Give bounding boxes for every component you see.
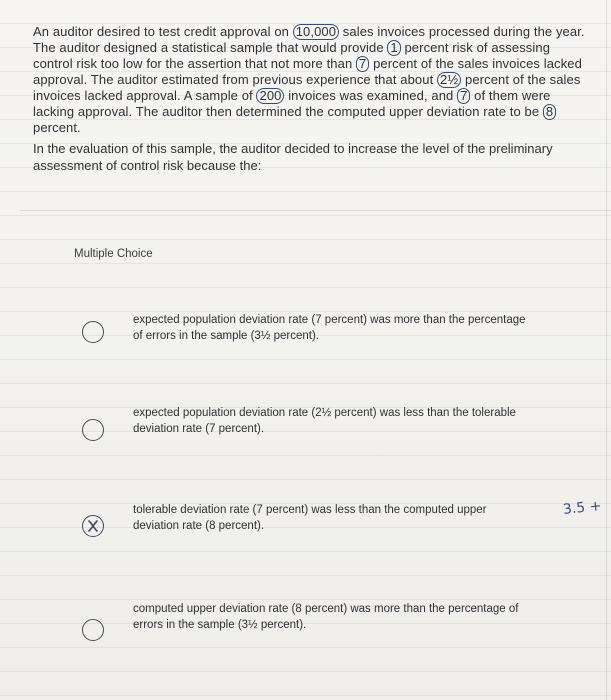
- question-prompt: In the evaluation of this sample, the auditor decided to increase the level of the preliminary assessment of control risk because the:: [33, 141, 553, 173]
- page-edge-line: [606, 0, 607, 700]
- circled-number: 1: [387, 40, 400, 56]
- question-segment: percent of the sales invoices lacked approval. The auditor estimated from previous experience that about: [33, 56, 582, 87]
- question-segment: percent risk of assessing control risk too low for the assertion that not more than: [33, 40, 551, 71]
- handwritten-note: 3.5 +: [562, 498, 603, 518]
- circled-number: 7: [356, 56, 369, 72]
- choice-option-3-selected[interactable]: [0, 502, 611, 572]
- circled-number: 200: [256, 88, 284, 104]
- choice-text[interactable]: expected population deviation rate (2½ percent) was less than the tolerable deviation rate (7 percent).: [133, 407, 516, 435]
- circled-number: 2½: [437, 72, 461, 88]
- question-segment: of them were lacking approval. The auditor then determined the computed upper deviation rate to be: [33, 88, 551, 119]
- question-segment: invoices was examined, and: [284, 88, 458, 103]
- choice-option-2[interactable]: [0, 404, 611, 474]
- radio-button[interactable]: [82, 619, 104, 641]
- choice-option-4[interactable]: [0, 600, 611, 670]
- circled-number: 10,000: [293, 24, 339, 40]
- radio-button[interactable]: [82, 321, 104, 343]
- divider: [20, 210, 611, 211]
- question-segment: percent.: [33, 120, 81, 135]
- question-segment: An auditor desired to test credit approval on: [33, 24, 293, 39]
- question-text: [33, 24, 593, 136]
- circled-number: 7: [457, 88, 470, 104]
- question-segment: sales invoices processed during the year. The auditor designed a statistical sample that would provide: [33, 24, 585, 55]
- radio-button[interactable]: [82, 419, 104, 441]
- choice-text[interactable]: computed upper deviation rate (8 percent) was more than the percentage of errors in the sample (3½ percent).: [133, 603, 519, 631]
- choice-text[interactable]: tolerable deviation rate (7 percent) was less than the computed upper deviation rate (8 percent).: [133, 504, 487, 532]
- radio-button-checked[interactable]: [82, 515, 104, 537]
- handwritten-x-mark-icon: [85, 518, 101, 534]
- circled-number: 8: [543, 104, 556, 120]
- choice-option-1[interactable]: [0, 312, 611, 382]
- question-segment: percent of the sales invoices lacked approval. A sample of: [33, 72, 581, 103]
- multiple-choice-label: Multiple Choice: [74, 248, 153, 260]
- choice-text[interactable]: expected population deviation rate (7 percent) was more than the percentage of errors in the sample (3½ percent).: [133, 314, 526, 342]
